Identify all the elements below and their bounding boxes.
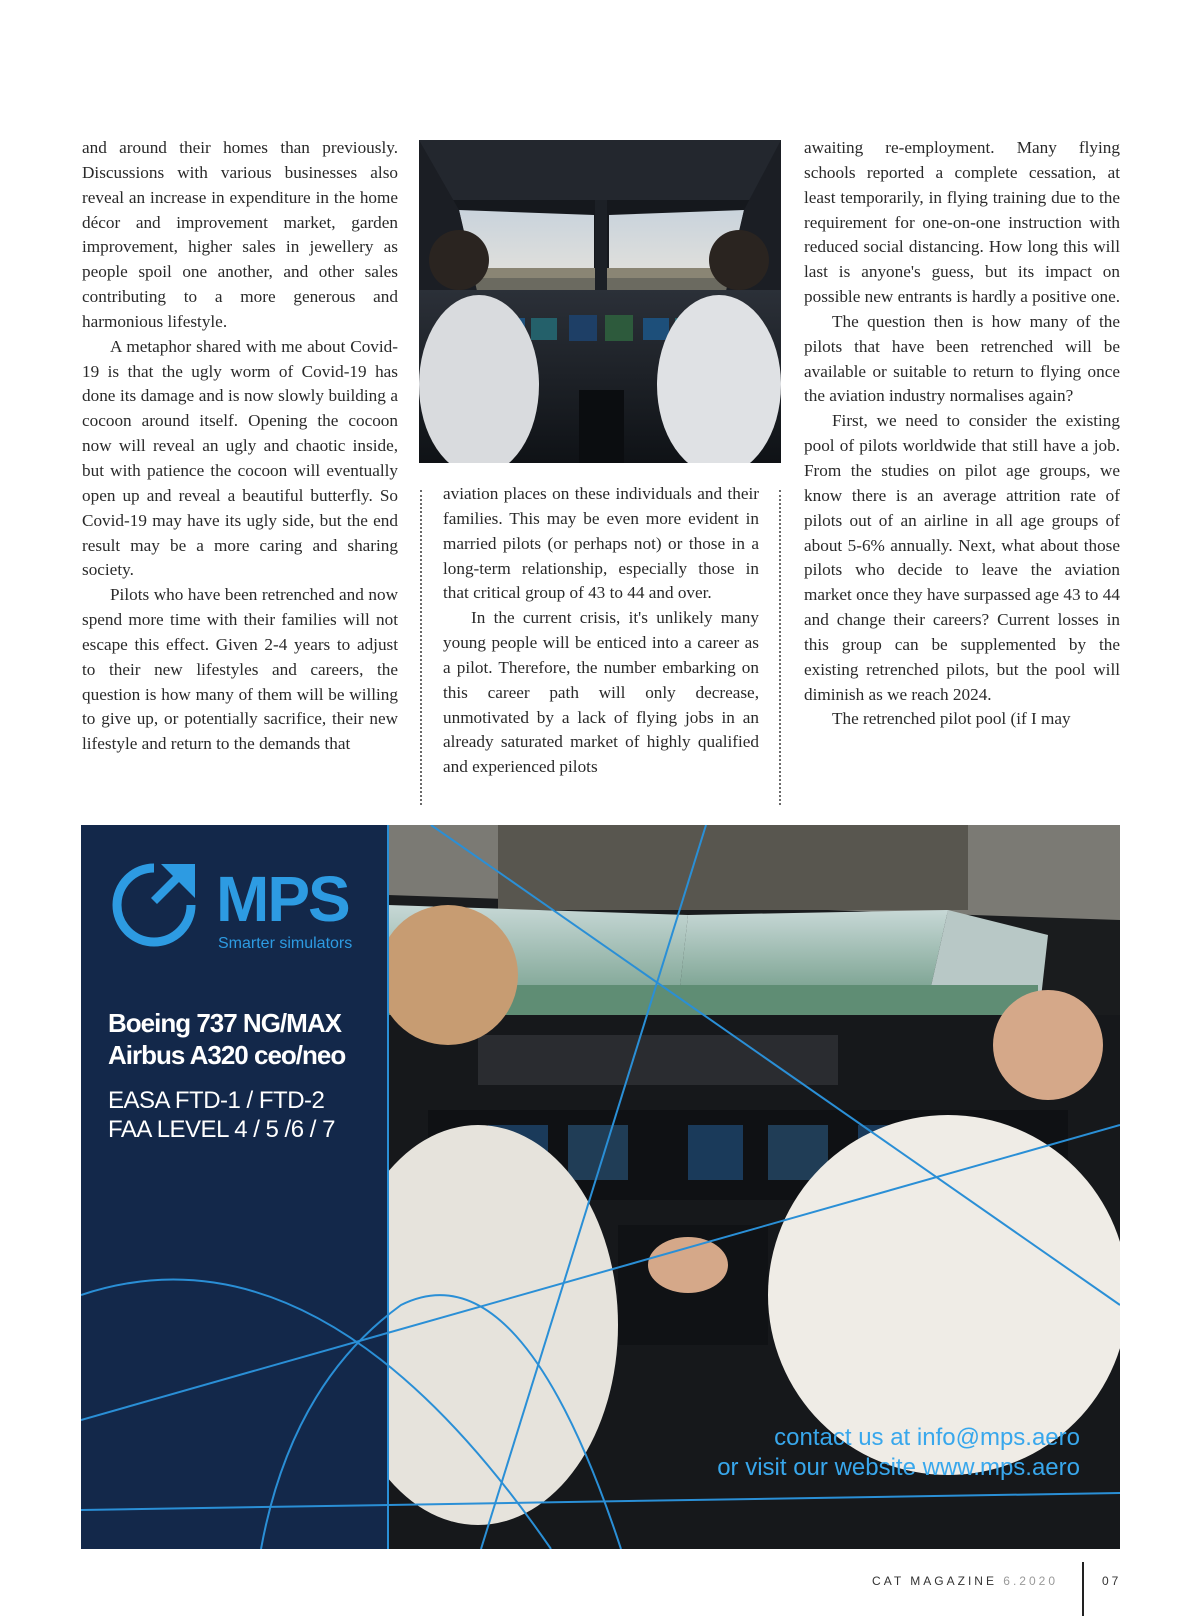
certification-1: EASA FTD-1 / FTD-2: [108, 1087, 325, 1114]
paragraph: The retrenched pilot pool (if I may: [832, 709, 1071, 729]
brand-name: MPS: [216, 863, 349, 935]
column-divider-right: [779, 490, 781, 805]
brand-tagline: Smarter simulators: [218, 935, 353, 952]
paragraph: In the current crisis, it's unlikely many young people will be enticed into a career as a pilot. Therefore, the number embarking on this career path will only decrease, unmotivated by a lack of flying jobs in an already saturated market of highly qualified and experienced pilots: [443, 608, 759, 777]
article-column-1: [82, 136, 398, 757]
paragraph: awaiting re-employment. Many flying schools reported a complete cessation, at least temporarily, in flying training due to the requirement for one-on-one instruction with reduced social distancing. How long this will last is anyone's guess, but its impact on possible new entrants is hardly a positive one.: [804, 138, 1120, 307]
paragraph: First, we need to consider the existing pool of pilots worldwide that still have a job. From the studies on pilot age groups, we know there is an average attrition rate of pilots out of an airline in all age groups of about 5-6% annually. Next, what about those pilots who decide to leave the aviation market once they have surpassed age 43 to 44 and change their careers? Current losses in this group can be supplemented by the existing retrenched pilots, but the pool will diminish as we reach 2024.: [804, 411, 1120, 704]
paragraph: A metaphor shared with me about Covid-19 is that the ugly worm of Covid-19 has done its damage and is now slowly building a cocoon around itself. Opening the cocoon now will reveal an ugly and chaotic inside, but with patience the cocoon will eventually open up and reveal a beautiful butterfly. So Covid-19 may have its ugly side, but the end result may be a more caring and sharing society.: [82, 336, 398, 580]
mps-logo-icon: [109, 860, 199, 950]
page-number: 07: [1102, 1574, 1122, 1588]
aircraft-model-1: Boeing 737 NG/MAX: [108, 1008, 341, 1038]
column-divider-left: [420, 490, 422, 805]
footer-magazine: [872, 1574, 1058, 1588]
magazine-name: CAT MAGAZINE: [872, 1574, 997, 1588]
paragraph: and around their homes than previously. Discussions with various businesses also reveal an increase in expenditure in the home décor and improvement market, garden improvement, higher sales in jewellery as people spoil one another, and other sales contributing to a more generous and harmonious lifestyle.: [82, 138, 398, 331]
contact-website: or visit our website www.mps.aero: [717, 1454, 1080, 1481]
certification-2: FAA LEVEL 4 / 5 /6 / 7: [108, 1116, 335, 1143]
paragraph: Pilots who have been retrenched and now spend more time with their families will not escape this effect. Given 2-4 years to adjust to their new lifestyles and careers, the question is how many of them will be willing to give up, or potentially sacrifice, their new lifestyle and return to the demands that: [82, 585, 398, 754]
footer-divider: [1082, 1562, 1084, 1616]
issue-date: 6.2020: [1003, 1574, 1058, 1588]
cockpit-photo-illustration: [419, 140, 781, 463]
contact-email: contact us at info@mps.aero: [774, 1424, 1080, 1451]
aircraft-model-2: Airbus A320 ceo/neo: [108, 1040, 346, 1070]
paragraph: aviation places on these individuals and their families. This may be even more evident in married pilots (or perhaps not) or those in a long-term relationship, especially those in that critical group of 43 to 44 and over.: [443, 484, 759, 603]
cockpit-photo: [419, 140, 781, 463]
article-column-3: [804, 136, 1120, 732]
mps-advertisement: [81, 825, 1120, 1549]
paragraph: The question then is how many of the pilots that have been retrenched will be available or suitable to return to flying once the aviation industry normalises again?: [804, 311, 1120, 406]
article-column-2: [443, 482, 759, 780]
